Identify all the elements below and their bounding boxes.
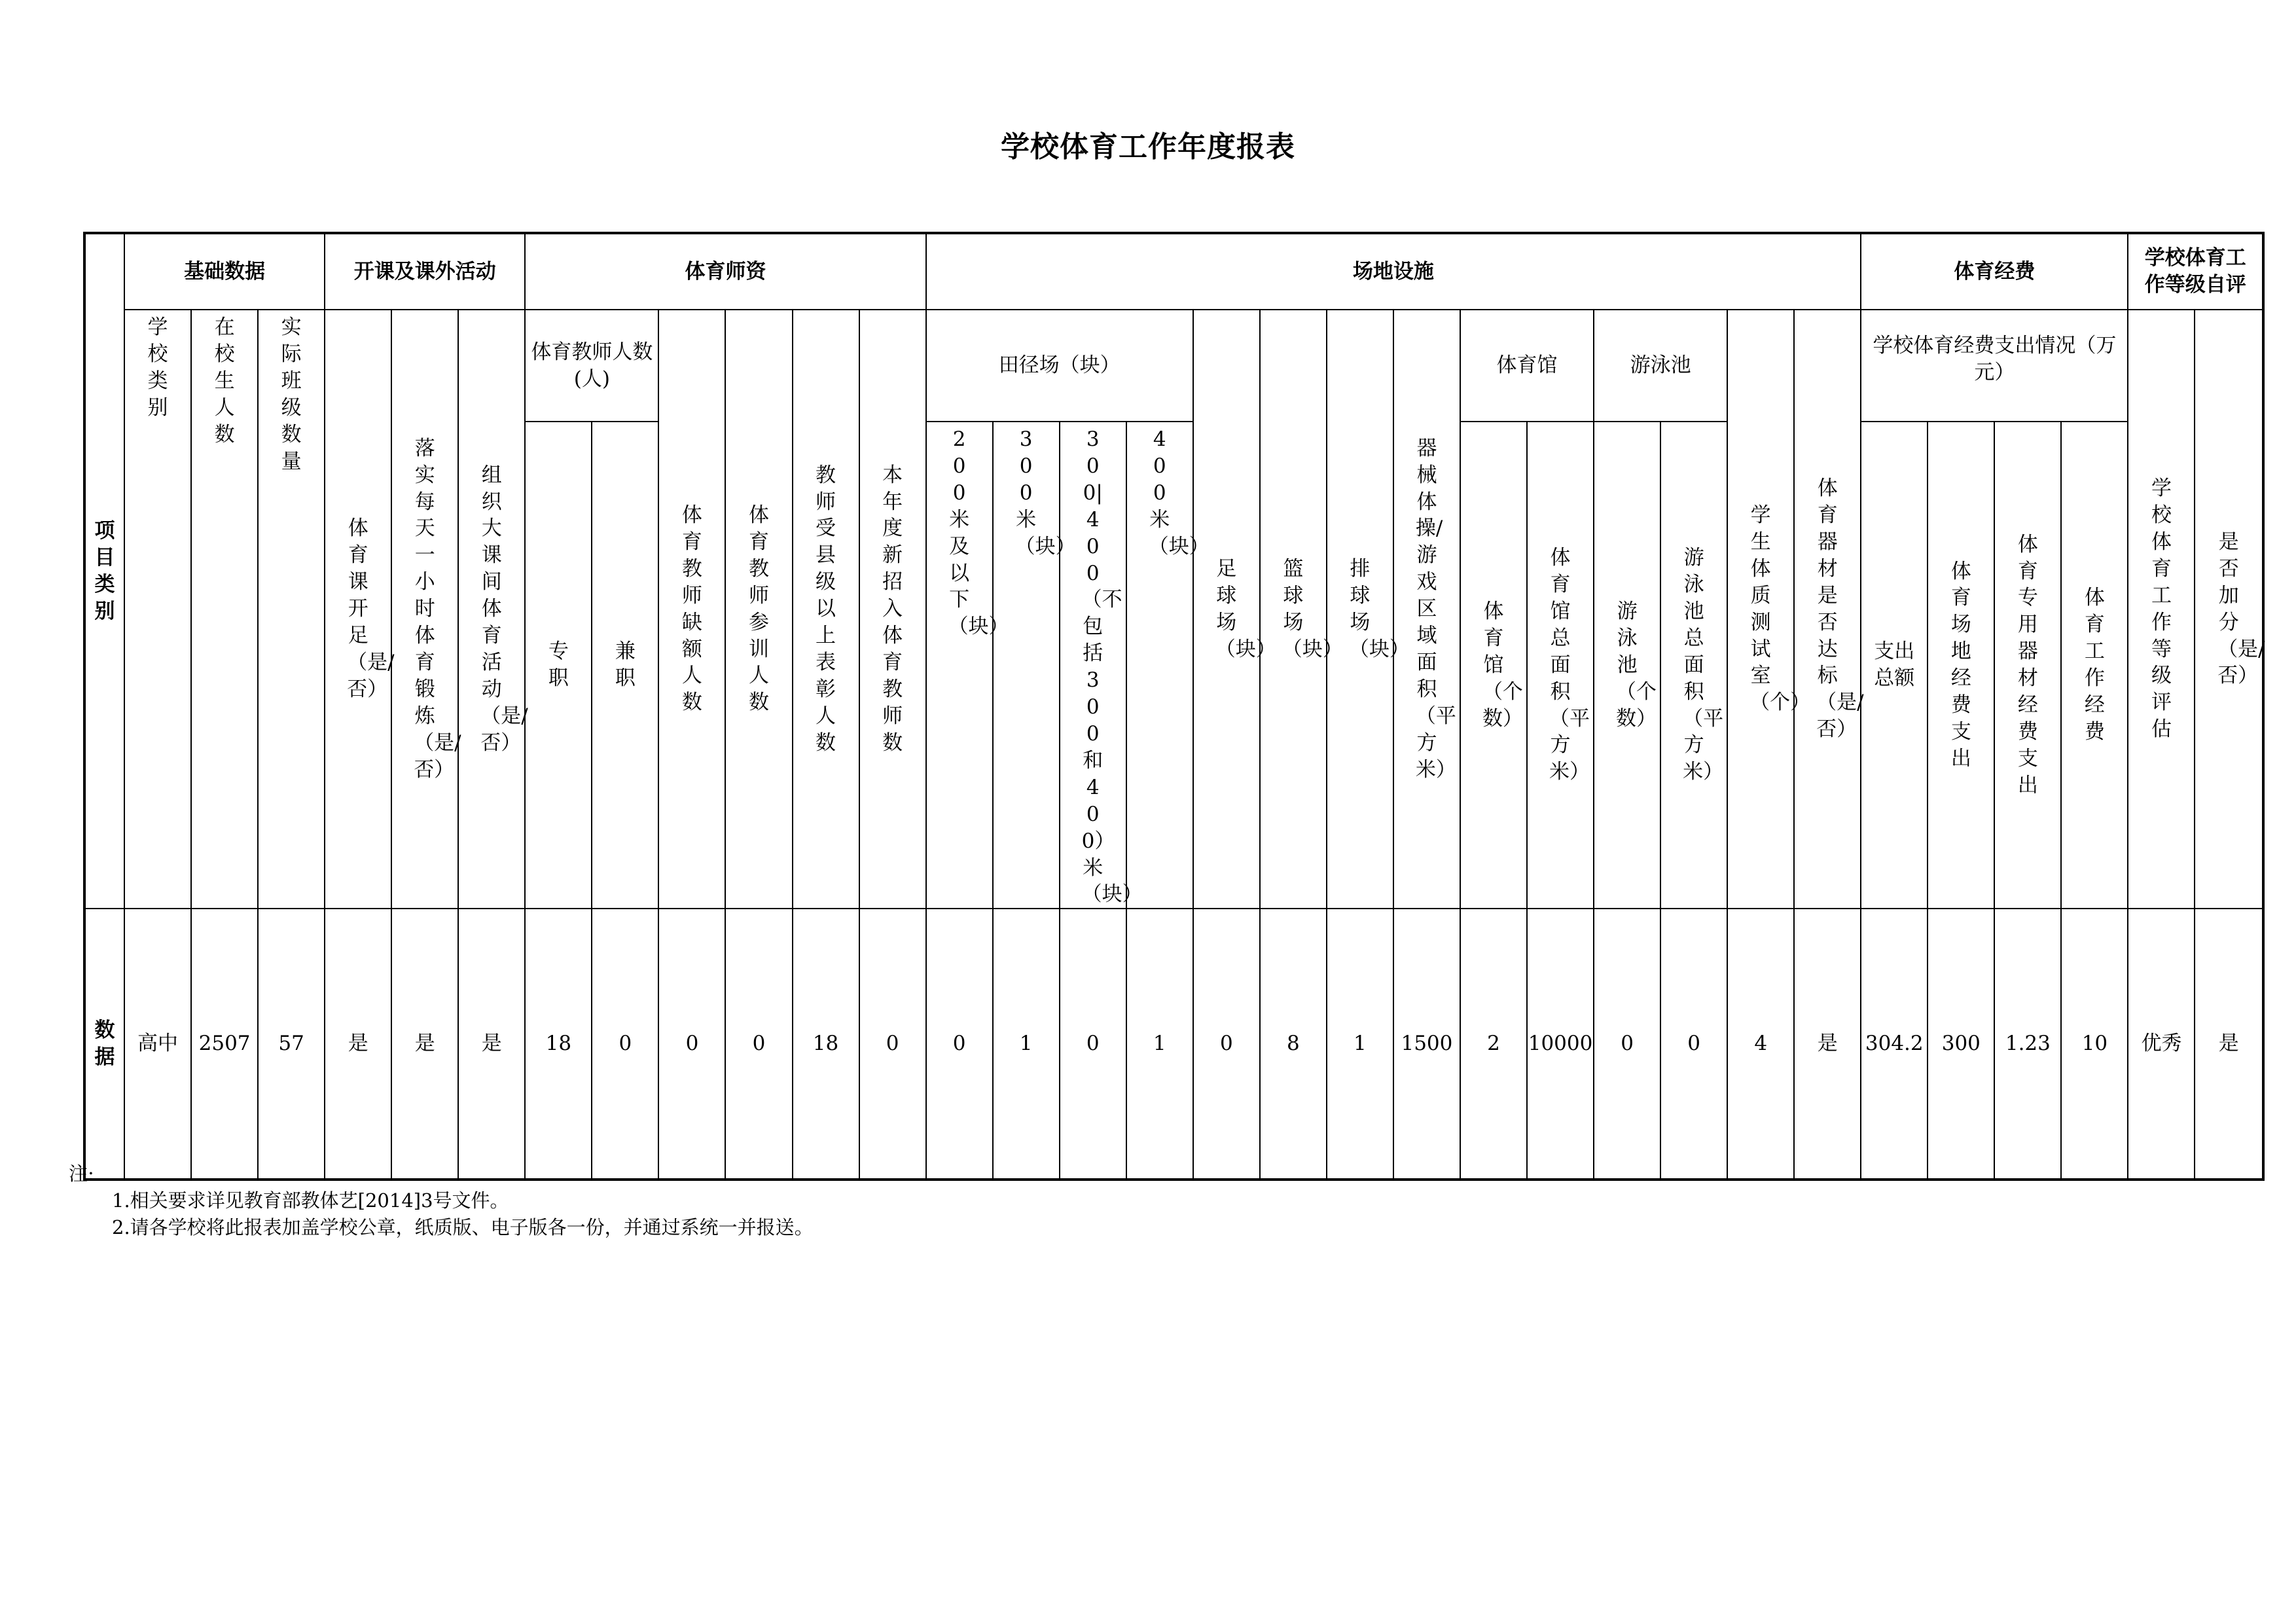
cell-gym-count: 2	[1460, 909, 1527, 1180]
col-one-hour: 落实每天一小时体育锻炼（是/否）	[391, 310, 458, 909]
cell-equipment-ok: 是	[1794, 909, 1861, 1180]
col-volleyball: 排球场（块）	[1327, 310, 1393, 909]
col-track-200: 200米及以下（块）	[926, 422, 993, 909]
sub-teacher-count: 体育教师人数(人)	[525, 310, 658, 422]
col-basketball: 篮球场（块）	[1260, 310, 1327, 909]
col-bonus: 是否加分（是/否）	[2195, 310, 2263, 909]
cell-track-200: 0	[926, 909, 993, 1180]
col-trained: 体育教师参训人数	[725, 310, 792, 909]
col-work-spend: 体育工作经费	[2061, 422, 2128, 909]
col-equip-spend: 体育专用器材经费支出	[1994, 422, 2061, 909]
group-selfeval: 学校体育工作等级自评	[2128, 233, 2263, 310]
sub-pool: 游泳池	[1594, 310, 1727, 422]
cell-track-300-400: 0	[1060, 909, 1126, 1180]
cell-football: 0	[1193, 909, 1260, 1180]
col-students: 在校生人数	[191, 310, 258, 909]
col-gym-area: 体育馆总面积（平方米）	[1527, 422, 1594, 909]
cell-equip-spend: 1.23	[1994, 909, 2061, 1180]
row-label-data-cell	[84, 909, 124, 1180]
col-classes: 实际班级数量	[258, 310, 325, 909]
cell-fulltime: 18	[525, 909, 592, 1180]
cell-track-400: 1	[1126, 909, 1193, 1180]
note-line-1: 1.相关要求详见教育部教体艺[2014]3号文件。	[112, 1189, 509, 1212]
sub-track: 田径场（块）	[926, 310, 1193, 422]
col-equipment-area: 器械体操/游戏区域面积（平方米）	[1393, 310, 1460, 909]
cell-trained: 0	[725, 909, 792, 1180]
notes	[69, 1161, 814, 1242]
cell-basketball: 8	[1260, 909, 1327, 1180]
cell-school-type: 高中	[124, 909, 191, 1180]
cell-eval-grade: 优秀	[2128, 909, 2195, 1180]
col-venue-spend: 体育场地经费支出	[1928, 422, 1994, 909]
col-school-type: 学校类别	[124, 310, 191, 909]
col-pool-area: 游泳池总面积（平方米）	[1660, 422, 1727, 909]
notes-label: 注:	[69, 1163, 94, 1185]
col-eval-grade: 学校体育工作等级评估	[2128, 310, 2195, 909]
note-line-2: 2.请各学校将此报表加盖学校公章，纸质版、电子版各一份，并通过系统一并报送。	[112, 1216, 814, 1239]
page-title: 学校体育工作年度报表	[1001, 130, 1295, 164]
cell-awarded: 18	[793, 909, 859, 1180]
cell-test-room: 4	[1727, 909, 1794, 1180]
group-funds: 体育经费	[1861, 233, 2128, 310]
col-test-room: 学生体质测试室（个）	[1727, 310, 1794, 909]
col-break-activity: 组织大课间体育活动（是/否）	[458, 310, 525, 909]
cell-one-hour: 是	[391, 909, 458, 1180]
group-facilities: 场地设施	[926, 233, 1861, 310]
cell-bonus: 是	[2195, 909, 2263, 1180]
cell-classes: 57	[258, 909, 325, 1180]
col-equipment-ok: 体育器材是否达标（是/否）	[1794, 310, 1861, 909]
col-new-hired: 本年度新招入体育教师数	[859, 310, 926, 909]
col-fulltime: 专职	[525, 422, 592, 909]
cell-shortage: 0	[658, 909, 725, 1180]
cell-parttime: 0	[592, 909, 658, 1180]
cell-pool-area: 0	[1660, 909, 1727, 1180]
col-track-300-400: 300|400（不包括300和400）米（块）	[1060, 422, 1126, 909]
row-label-header: 项目类别	[94, 518, 115, 623]
sub-funds-detail: 学校体育经费支出情况（万元）	[1861, 310, 2128, 422]
col-awarded: 教师受县级以上表彰人数	[793, 310, 859, 909]
col-parttime: 兼职	[592, 422, 658, 909]
col-track-400: 400米（块）	[1126, 422, 1193, 909]
cell-new-hired: 0	[859, 909, 926, 1180]
cell-students: 2507	[191, 909, 258, 1180]
col-total-spend: 支出总额	[1861, 422, 1928, 909]
cell-pool-count: 0	[1594, 909, 1660, 1180]
cell-break-activity: 是	[458, 909, 525, 1180]
col-pe-full: 体育课开足（是/否）	[325, 310, 391, 909]
sub-gym: 体育馆	[1460, 310, 1594, 422]
cell-gym-area: 10000	[1527, 909, 1594, 1180]
cell-equipment-area: 1500	[1393, 909, 1460, 1180]
cell-pe-full: 是	[325, 909, 391, 1180]
cell-track-300: 1	[993, 909, 1060, 1180]
cell-work-spend: 10	[2061, 909, 2128, 1180]
cell-volleyball: 1	[1327, 909, 1393, 1180]
col-pool-count: 游泳池（个数）	[1594, 422, 1660, 909]
col-football: 足球场（块）	[1193, 310, 1260, 909]
col-shortage: 体育教师缺额人数	[658, 310, 725, 909]
row-label-data: 数据	[94, 1018, 115, 1069]
col-track-300: 300米（块）	[993, 422, 1060, 909]
row-label-header-cell	[84, 233, 124, 909]
col-gym-count: 体育馆（个数）	[1460, 422, 1527, 909]
cell-venue-spend: 300	[1928, 909, 1994, 1180]
group-teachers: 体育师资	[525, 233, 925, 310]
group-basic: 基础数据	[124, 233, 325, 310]
report-table	[83, 232, 2265, 1181]
cell-total-spend: 304.2	[1861, 909, 1928, 1180]
group-courses: 开课及课外活动	[325, 233, 525, 310]
